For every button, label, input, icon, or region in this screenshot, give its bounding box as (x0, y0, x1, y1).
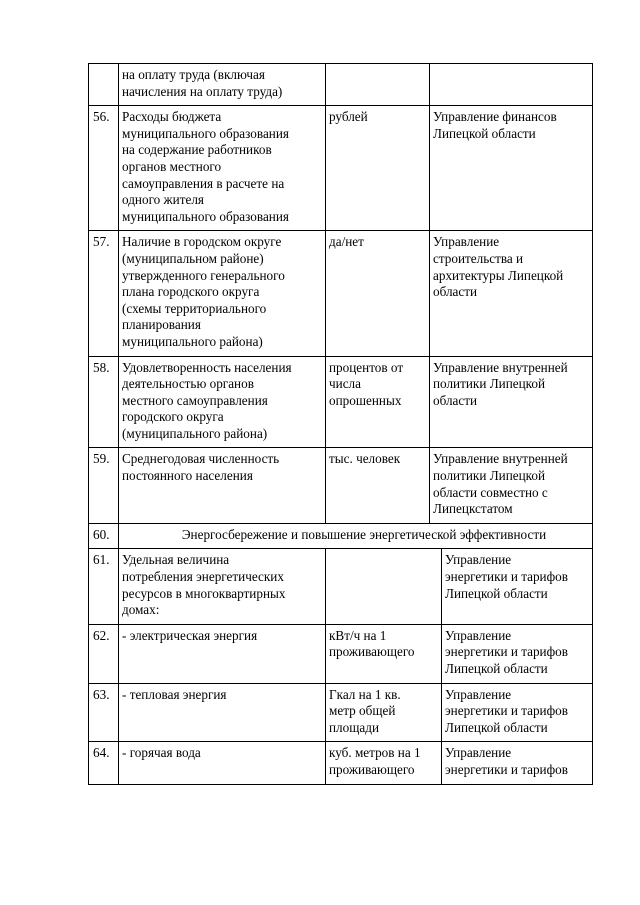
measure-unit (326, 448, 430, 523)
table-row (89, 683, 593, 742)
responsible-org-line: области (433, 392, 478, 408)
responsible-org (442, 549, 593, 624)
responsible-org-line: энергетики и тарифов (445, 569, 568, 585)
row-number: 64. (89, 742, 119, 784)
responsible-org-line: политики Липецкой (433, 468, 546, 484)
row-number (89, 64, 119, 106)
indicators-table-lower (88, 548, 593, 784)
section-number: 60. (89, 523, 119, 549)
measure-unit-line: рублей (329, 109, 368, 125)
table-row (89, 549, 593, 624)
indicator-name (119, 448, 326, 523)
indicator-name-line: местного самоуправления (122, 392, 268, 408)
measure-unit-line: проживающего (329, 761, 415, 777)
indicator-name-line: муниципального образования (122, 208, 289, 224)
table-body-upper (89, 64, 593, 524)
responsible-org-line: Управление внутренней (433, 359, 568, 375)
responsible-org-line: архитектуры Липецкой (433, 267, 564, 283)
responsible-org (430, 231, 593, 356)
responsible-org-line: Липецкой области (445, 661, 548, 676)
measure-unit (326, 624, 442, 683)
indicator-name (119, 356, 326, 448)
responsible-org-line: Управление финансов (433, 109, 557, 125)
indicator-name-line: начисления на оплату труда) (122, 83, 283, 99)
table-row (89, 64, 593, 106)
indicator-name (119, 742, 326, 784)
responsible-org-line: Управление (445, 686, 512, 702)
table-row (89, 624, 593, 683)
indicator-name-line: плана городского округа (122, 284, 260, 300)
measure-unit-line: Гкал на 1 кв. (329, 686, 401, 702)
row-number: 59. (89, 448, 119, 523)
responsible-org-line: Управление (433, 234, 500, 250)
indicator-name-line: на оплату труда (включая (122, 67, 265, 82)
table-row (89, 231, 593, 356)
row-number: 57. (89, 231, 119, 356)
section-title: Энергосбережение и повышение энергетической эффективности (119, 523, 593, 549)
measure-unit-line: числа (329, 376, 361, 392)
indicator-name (119, 624, 326, 683)
responsible-org-line: Липецкой области (433, 125, 536, 141)
indicator-name-line: муниципального района) (122, 333, 263, 349)
indicator-name-line: (муниципального района) (122, 425, 268, 441)
responsible-org-line: энергетики и тарифов (445, 703, 568, 719)
indicator-name-line: одного жителя (122, 192, 204, 208)
measure-unit-line: тыс. человек (329, 451, 401, 467)
row-number: 61. (89, 549, 119, 624)
indicator-name-line: городского округа (122, 409, 224, 425)
indicators-table (88, 63, 593, 549)
responsible-org-line: Липецкой области (445, 719, 548, 735)
indicator-name-line: муниципального образования (122, 125, 289, 141)
row-number: 56. (89, 106, 119, 231)
indicator-name-line: органов местного (122, 158, 222, 174)
indicator-name (119, 231, 326, 356)
indicator-name-line: постоянного населения (122, 468, 253, 484)
measure-unit (326, 356, 430, 448)
row-number: 63. (89, 683, 119, 742)
measure-unit (326, 106, 430, 231)
responsible-org-line: Липецкой области (445, 585, 548, 601)
indicator-name-line: Расходы бюджета (122, 109, 222, 125)
responsible-org-line: Управление внутренней (433, 451, 568, 467)
measure-unit-line: кВт/ч на 1 (329, 627, 387, 643)
indicator-name-line: - тепловая энергия (122, 686, 227, 702)
indicator-name-line: Удельная величина (122, 552, 230, 568)
measure-unit (326, 231, 430, 356)
indicator-name (119, 683, 326, 742)
table-body-lower (89, 549, 593, 784)
indicator-name-line: (схемы территориального (122, 300, 267, 316)
indicator-name-line: - электрическая энергия (122, 627, 258, 643)
responsible-org-line: Управление (445, 745, 512, 761)
indicator-name (119, 106, 326, 231)
responsible-org (430, 106, 593, 231)
indicator-name-line: - горячая вода (122, 745, 201, 761)
measure-unit-line: проживающего (329, 644, 415, 660)
measure-unit-line: опрошенных (329, 392, 402, 408)
measure-unit-line: площади (329, 719, 380, 735)
responsible-org (430, 356, 593, 448)
measure-unit (326, 64, 430, 106)
indicator-name-line: (муниципальном районе) (122, 250, 264, 266)
indicator-name (119, 549, 326, 624)
indicator-name-line: домах: (122, 602, 160, 618)
responsible-org-line: энергетики и тарифов (445, 644, 568, 660)
indicator-name-line: ресурсов в многоквартирных (122, 585, 286, 601)
responsible-org-line: Липецкстатом (433, 501, 513, 517)
indicator-name-line: потребления энергетических (122, 569, 284, 585)
row-number: 62. (89, 624, 119, 683)
measure-unit (326, 683, 442, 742)
measure-unit-line: да/нет (329, 234, 364, 250)
indicator-name (119, 64, 326, 106)
indicator-name-line: самоуправления в расчете на (122, 175, 285, 191)
table-row (89, 742, 593, 784)
measure-unit (326, 742, 442, 784)
section-row (89, 523, 593, 549)
responsible-org-line: политики Липецкой (433, 376, 546, 392)
indicator-name-line: Удовлетворенность населения (122, 359, 292, 375)
responsible-org-line: строительства и (433, 250, 524, 266)
table-section (89, 523, 593, 549)
indicator-name-line: утвержденного генерального (122, 267, 285, 283)
responsible-org (442, 742, 593, 784)
indicator-name-line: на содержание работников (122, 142, 272, 158)
indicator-name-line: Среднегодовая численность (122, 451, 280, 467)
responsible-org-line: Управление (445, 627, 512, 643)
document-page (88, 63, 593, 785)
table-row (89, 356, 593, 448)
measure-unit-line: метр общей (329, 703, 396, 719)
indicator-name-line: планирования (122, 317, 201, 333)
row-number: 58. (89, 356, 119, 448)
measure-unit-line: куб. метров на 1 (329, 745, 421, 761)
responsible-org (430, 448, 593, 523)
measure-unit-line: процентов от (329, 359, 404, 375)
responsible-org (442, 624, 593, 683)
responsible-org-line: области (433, 284, 478, 300)
responsible-org (430, 64, 593, 106)
responsible-org-line: области совместно с (433, 484, 548, 500)
table-row (89, 106, 593, 231)
table-row (89, 448, 593, 523)
indicator-name-line: Наличие в городском округе (122, 234, 282, 250)
measure-unit (326, 549, 442, 624)
responsible-org-line: энергетики и тарифов (445, 761, 568, 777)
responsible-org (442, 683, 593, 742)
indicator-name-line: деятельностью органов (122, 376, 254, 392)
responsible-org-line: Управление (445, 552, 512, 568)
